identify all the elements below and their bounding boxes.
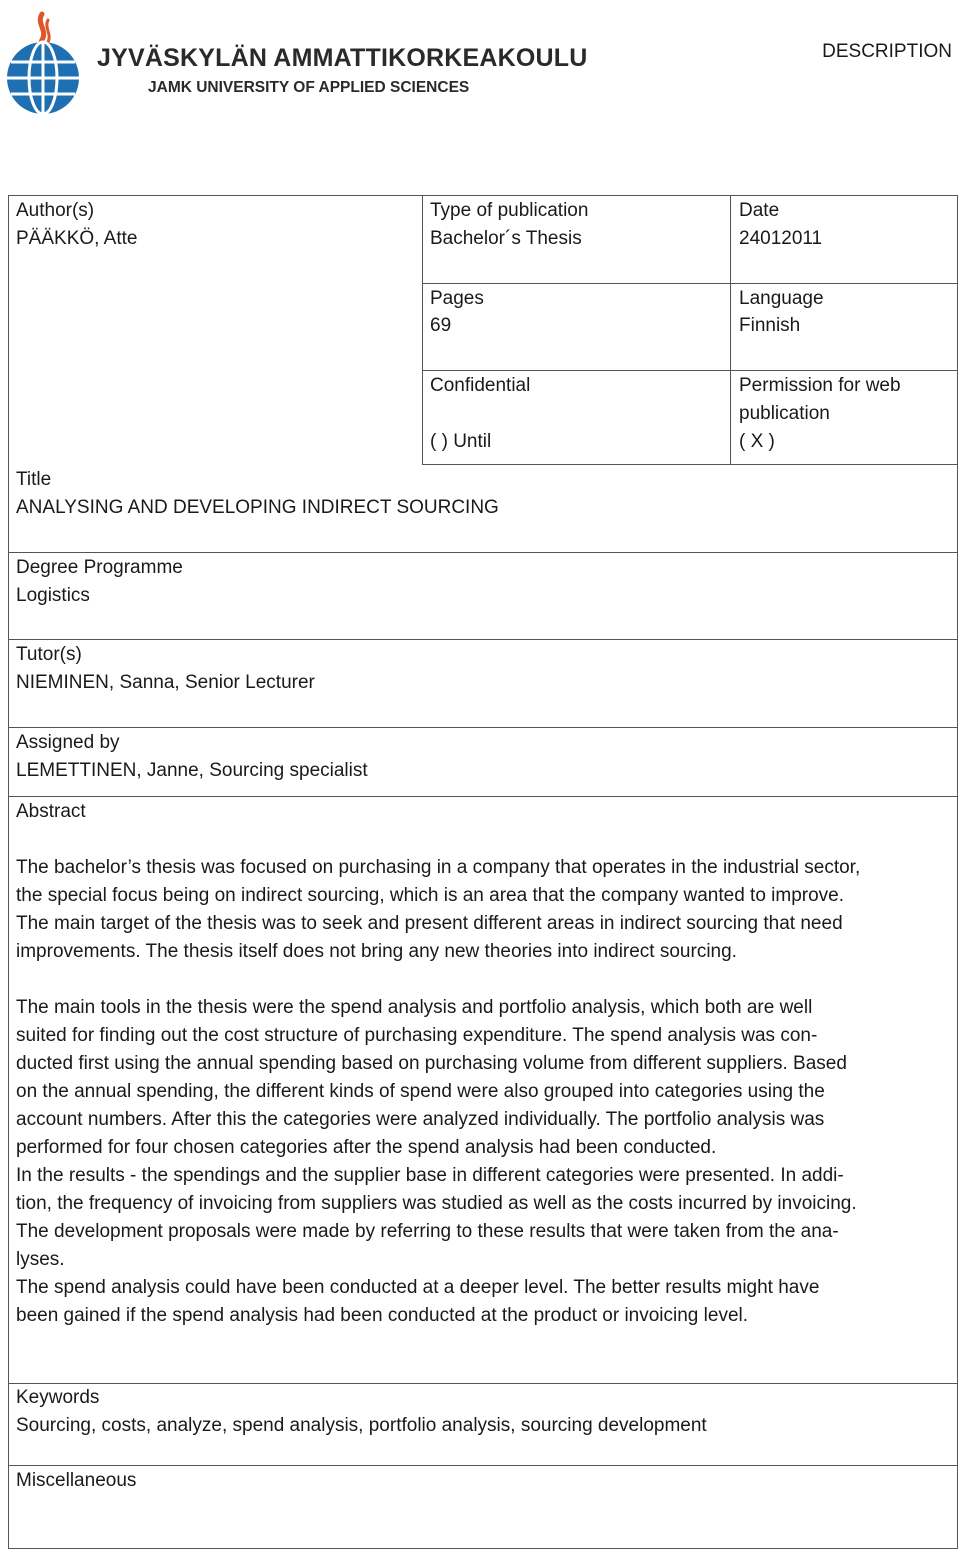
tutor-label: Tutor(s) (16, 644, 82, 665)
document-type: DESCRIPTION (822, 41, 952, 62)
language-value: Finnish (739, 315, 801, 336)
row-divider (8, 1383, 958, 1384)
author-value: PÄÄKKÖ, Atte (16, 228, 138, 249)
assigned-label: Assigned by (16, 732, 120, 753)
abstract-paragraph: The bachelor’s thesis was focused on purchasing in a company that operates in the industrial sector, the special focus being on indirect sourcing, which is an area that the company wanted to improve. The main target of the thesis was to seek and present different areas in indirect sourcing that need improvements. The thesis itself does not bring any new theories into indirect sourcing. (16, 857, 861, 962)
column-divider (422, 195, 423, 465)
permission-label-line2: publication (739, 403, 830, 424)
keywords-label: Keywords (16, 1387, 100, 1408)
keywords-value: Sourcing, costs, analyze, spend analysis, portfolio analysis, sourcing development (16, 1415, 707, 1436)
row-divider (8, 1465, 958, 1466)
date-value: 24012011 (739, 228, 823, 249)
title-label: Title (16, 469, 52, 490)
pages-label: Pages (430, 288, 484, 309)
degree-label: Degree Programme (16, 557, 183, 578)
abstract-paragraph: The main tools in the thesis were the spend analysis and portfolio analysis, which both are well suited for finding out the cost structure of purchasing expenditure. The spend analysis was con- ducted first using the annual spending based on purchasing volume from different suppliers. Based on the annual spending, the different kinds of spend were also grouped into categories using the account numbers. After this the categories were analyzed individually. The portfolio analysis was performed for four chosen categories after the spend analysis had been conducted. (16, 997, 847, 1158)
column-divider (730, 195, 731, 465)
language-label: Language (739, 288, 824, 309)
row-divider (8, 727, 958, 728)
date-label: Date (739, 200, 780, 221)
permission-label: Permission for web (739, 375, 901, 396)
miscellaneous-label: Miscellaneous (16, 1470, 137, 1491)
title-value: ANALYSING AND DEVELOPING INDIRECT SOURCING (16, 497, 499, 518)
abstract-label: Abstract (16, 801, 86, 822)
publication-type-label: Type of publication (430, 200, 589, 221)
organization-subtitle: JAMK UNIVERSITY OF APPLIED SCIENCES (148, 79, 470, 96)
row-divider (8, 796, 958, 797)
pages-value: 69 (430, 315, 452, 336)
abstract-paragraph: In the results - the spendings and the supplier base in different categories were presented. In addi- tion, the frequency of invoicing from suppliers was studied as well as the costs incurred by invoicing. The development proposals were made by referring to these results that were taken from the ana- lyses. (16, 1165, 857, 1270)
degree-value: Logistics (16, 585, 90, 606)
permission-value: ( X ) (739, 431, 775, 452)
abstract-paragraph: The spend analysis could have been conducted at a deeper level. The better results might have been gained if the spend analysis had been conducted at the product or invoicing level. (16, 1277, 820, 1326)
publication-type-value: Bachelor´s Thesis (430, 228, 582, 249)
author-label: Author(s) (16, 200, 95, 221)
row-divider (8, 639, 958, 640)
tutor-value: NIEMINEN, Sanna, Senior Lecturer (16, 672, 315, 693)
abstract-body (16, 854, 952, 1330)
row-divider (8, 552, 958, 553)
confidential-label: Confidential (430, 375, 531, 396)
document-header (0, 0, 960, 130)
jamk-logo-icon (2, 6, 84, 116)
confidential-value: ( ) Until (430, 431, 492, 452)
row-divider (422, 464, 958, 465)
assigned-value: LEMETTINEN, Janne, Sourcing specialist (16, 760, 368, 781)
row-divider (422, 370, 958, 371)
row-divider (422, 283, 958, 284)
organization-name: JYVÄSKYLÄN AMMATTIKORKEAKOULU (97, 44, 588, 72)
